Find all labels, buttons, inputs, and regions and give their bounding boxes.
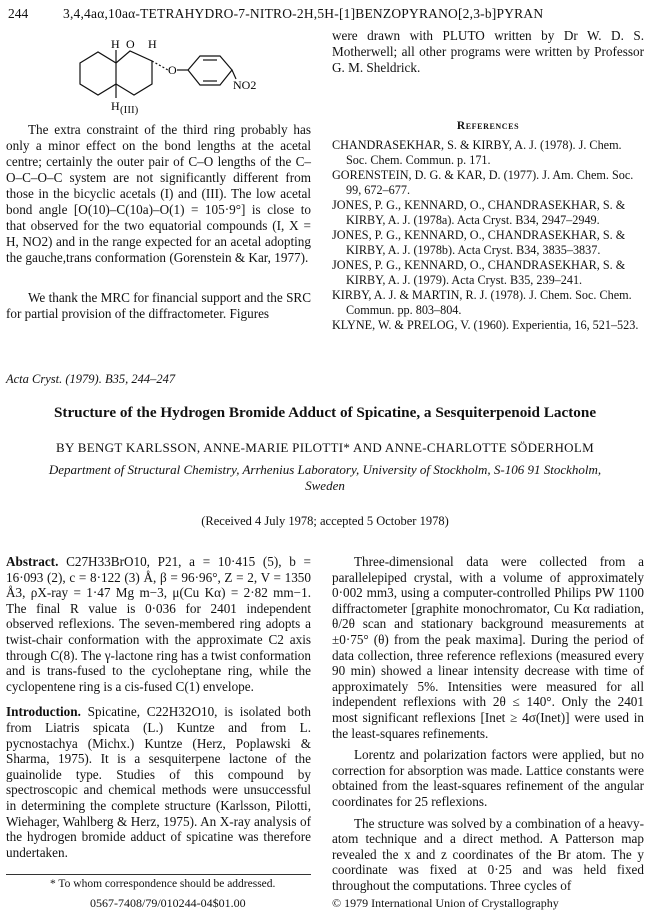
article-title: Structure of the Hydrogen Bromide Adduct of Spicatine, a Sesquiterpenoid Lactone: [53, 404, 597, 421]
article-affiliation: Department of Structural Chemistry, Arrhenius Laboratory, University of Stockholm, S-106 91 Stockholm, Sweden: [48, 462, 602, 493]
copyright: © 1979 International Union of Crystallography: [332, 896, 559, 910]
article-authors: BY BENGT KARLSSON, ANNE-MARIE PILOTTI* AND ANNE-CHARLOTTE SÖDERHOLM: [56, 440, 594, 455]
right-continuation: were drawn with PLUTO written by Dr W. D. S. Motherwell; all other programs were written by Professor G. M. Sheldrick.: [332, 28, 644, 75]
corrections-paragraph: Lorentz and polarization factors were applied, but no correction for absorption was made. Lattice constants were obtained from the least-squares refinement of the angular coordinates for 25 reflexions.: [332, 747, 644, 809]
introduction-label: Introduction.: [6, 704, 81, 720]
atom-no2: NO2: [233, 78, 257, 92]
solution-paragraph: The structure was solved by a combination of a heavy-atom technique and a direct method. A Patterson map revealed the x and z coordinates of the Br atom. The y coordinate was fixed at 0·25 and was held fixed throughout the computations. Three cycles of: [332, 815, 644, 893]
reference-item: JONES, P. G., KENNARD, O., CHANDRASEKHAR, S. & KIRBY, A. J. (1978a). Acta Cryst. B34, 2947–2949.: [332, 198, 626, 227]
introduction-text: Spicatine, C22H32O10, is isolated both from Liatris spicata (L.) Kuntze and from L. pycnostachya (Michx.) Kuntze (Herz, Poplawski & Sharma, 1975). It is a sesquiterpene lactone of the guainolide type. Studies of this compound by spectroscopic and chemical methods were unsuccessful in determining the complete structure (Karlsson, Pilotti, Wiehager, Wahlberg & Herz, 1975). An X-ray analysis of the hydrogen bromide adduct of spicatine was therefore undertaken.: [6, 704, 311, 860]
atom-h2: H: [148, 37, 157, 51]
right-column: [332, 554, 644, 899]
journal-reference: Acta Cryst. (1979). B35, 244–247: [6, 372, 176, 386]
abstract-text: C27H33BrO10, P21, a = 10·415 (5), b = 16·093 (2), c = 8·122 (3) Å, β = 96·96°, Z = 2, V = 1350 Å3, ρX-ray = 1·47 Mg m−3, μ(Cu Kα) = 2·82 mm−1. The final R value is 0·036 for 2401 independent observed reflexions. The seven-membered ring adopts a twist-chair conformation with the approximate C2 axis through C(8). The γ-lactone ring has a twist conformation and is trans-fused to the cycloheptane ring, while the cyclopentene ring is a cis-fused C(1) envelope.: [6, 554, 311, 694]
references-list: [332, 138, 644, 334]
footnote-rule: [6, 874, 311, 875]
atom-h1: H: [111, 37, 120, 51]
left-paragraph-1: The extra constraint of the third ring probably has only a minor effect on the bond lengths at the acetal centre; certainly the outer pair of C–O lengths of the C–O–C–O–C system are not significantly different from those in the bicyclic acetals (I) and (III). The low acetal bond angle [O(10)–C(10a)–O(1) = 105·9°] is close to that observed for the two equatorial compounds (I, X = H, NO2) and in the range expected for an acetal adopting the gauche,trans conformation (Gorenstein & Kar, 1977).: [6, 122, 311, 265]
atom-h3: H: [111, 99, 120, 113]
left-column: [6, 554, 311, 866]
introduction-paragraph: [6, 704, 311, 860]
cyclohexane-ring: [80, 52, 116, 95]
left-paragraph-2: We thank the MRC for financial support and the SRC for partial provision of the diffractometer. Figures: [6, 290, 311, 321]
abstract-label: Abstract.: [6, 554, 59, 569]
reference-item: KLYNE, W. & PRELOG, V. (1960). Experientia, 16, 521–523.: [332, 318, 639, 332]
reference-item: JONES, P. G., KENNARD, O., CHANDRASEKHAR, S. & KIRBY, A. J. (1979). Acta Cryst. B35, 239–241.: [332, 258, 626, 287]
figure-label: (III): [120, 104, 139, 116]
abstract-paragraph: [6, 554, 311, 694]
pyran-ring: [116, 51, 152, 95]
atom-o-ether: O: [168, 63, 177, 77]
issn-code: 0567-7408/79/010244-04$01.00: [90, 896, 246, 910]
running-title: 3,4,4aα,10aα-TETRAHYDRO-7-NITRO-2H,5H-[1]BENZOPYRANO[2,3-b]PYRAN: [63, 6, 544, 21]
reference-item: JONES, P. G., KENNARD, O., CHANDRASEKHAR, S. & KIRBY, A. J. (1978b). Acta Cryst. B34, 3835–3837.: [332, 228, 626, 257]
reference-item: GORENSTEIN, D. G. & KAR, D. (1977). J. Am. Chem. Soc. 99, 672–677.: [332, 168, 634, 197]
running-header: [8, 6, 642, 26]
atom-o: O: [126, 37, 135, 51]
references-heading: References: [456, 120, 520, 132]
footnote: * To whom correspondence should be addressed.: [50, 878, 276, 890]
data-collection-paragraph: Three-dimensional data were collected from a parallelepiped crystal, with a volume of approximately 0·002 mm3, using a computer-controlled Philips PW 1100 diffractometer [graphite monochromator, Cu Kα radiation, θ/2θ scan and stationary background measurements at ±0·75° (θ) from the peak maxima]. During the period of data collection, three reference reflexions (measured every 90 min) showed a linear intensity decrease with time of approximately 5%. Intensities were measured for all independent reflexions with 2θ ≤ 140°. Only the 2401 most significant reflexions [Inet ≥ 4σ(Inet)] were used in the least-squares refinements.: [332, 554, 644, 741]
page-number: 244: [8, 6, 29, 21]
reference-item: CHANDRASEKHAR, S. & KIRBY, A. J. (1978). J. Chem. Soc. Chem. Commun. p. 171.: [332, 138, 622, 167]
received-dates: (Received 4 July 1978; accepted 5 October 1978): [201, 514, 449, 528]
structure-figure-iii: [60, 28, 260, 120]
reference-item: KIRBY, A. J. & MARTIN, R. J. (1978). J. Chem. Soc. Chem. Commun. pp. 803–804.: [332, 288, 632, 317]
